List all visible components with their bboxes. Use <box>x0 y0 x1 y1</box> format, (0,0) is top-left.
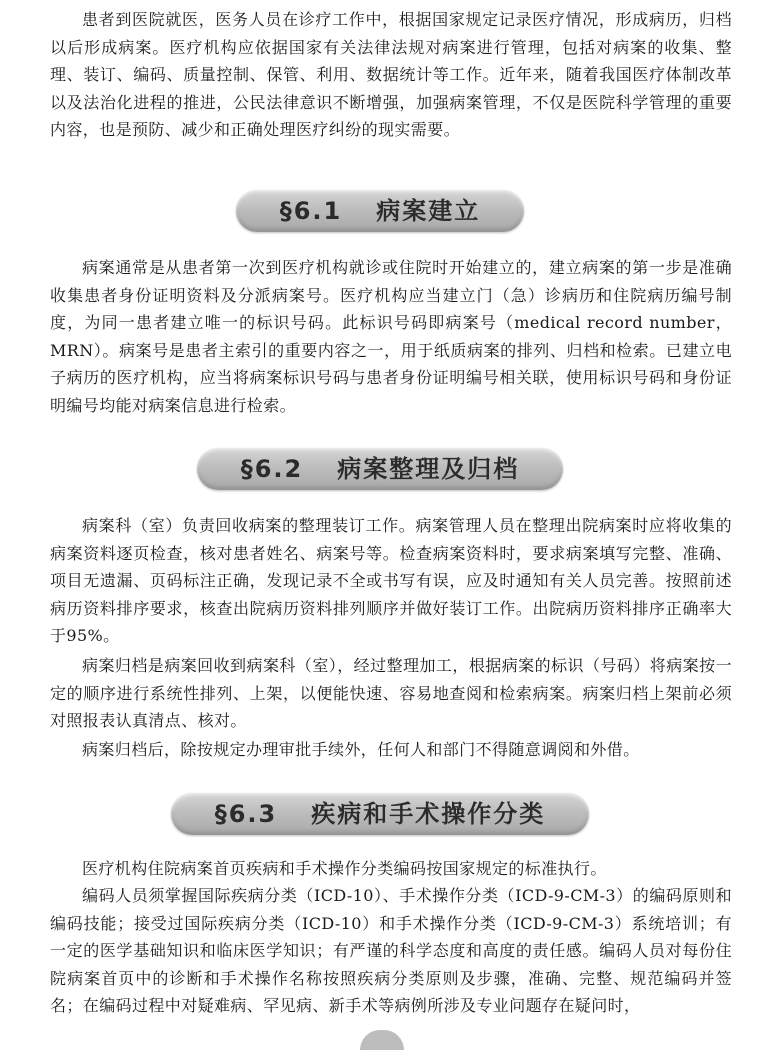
section-heading <box>236 190 525 232</box>
section-6-1-heading-wrap <box>0 190 760 232</box>
section-6-2-heading-wrap <box>0 448 760 490</box>
section-title: 疾病和手术操作分类 <box>311 800 546 828</box>
section-title: 病案建立 <box>376 197 481 225</box>
section-number: §6.2 <box>240 455 304 483</box>
section-heading <box>197 448 564 490</box>
section-number: §6.3 <box>214 800 278 828</box>
section-6-2-paragraph-2: 病案归档是病案回收到病案科（室），经过整理加工，根据病案的标识（号码）将病案按一定的顺序进行系统性排列、上架，以便能快速、容易地查阅和检索病案。病案归档上架前必须对照报表认真清点、核对。 <box>50 656 732 730</box>
section-heading <box>171 793 590 835</box>
intro-paragraph: 患者到医院就医，医务人员在诊疗工作中，根据国家规定记录医疗情况，形成病历，归档以后形成病案。医疗机构应依据国家有关法律法规对病案进行管理，包括对病案的收集、整理、装订、编码、质量控制、保管、利用、数据统计等工作。近年来，随着我国医疗体制改革以及法治化进程的推进，公民法律意识不断增强，加强病案管理，不仅是医院科学管理的重要内容，也是预防、减少和正确处理医疗纠纷的现实需要。 <box>50 10 732 139</box>
section-6-3-heading-wrap <box>0 793 760 835</box>
section-6-1-paragraph-1: 病案通常是从患者第一次到医疗机构就诊或住院时开始建立的，建立病案的第一步是准确收集患者身份证明资料及分派病案号。医疗机构应当建立门（急）诊病历和住院病历编号制度，为同一患者建立唯一的标识号码。此标识号码即病案号（medical record number，MRN）。病案号是患者主索引的重要内容之一，用于纸质病案的排列、归档和检索。已建立电子病历的医疗机构，应当将病案标识号码与患者身份证明编号相关联，使用标识号码和身份证明编号均能对病案信息进行检索。 <box>50 258 732 415</box>
section-title: 病案整理及归档 <box>337 455 520 483</box>
section-6-2-paragraph-1: 病案科（室）负责回收病案的整理装订工作。病案管理人员在整理出院病案时应将收集的病案资料逐页检查，核对患者姓名、病案号等。检查病案资料时，要求病案填写完整、准确、项目无遗漏、页码标注正确，发现记录不全或书写有误，应及时通知有关人员完善。按照前述病历资料排序要求，核查出院病历资料排列顺序并做好装订工作。出院病历资料排序正确率大于95%。 <box>50 516 732 645</box>
section-6-3-paragraph-1: 医疗机构住院病案首页疾病和手术操作分类编码按国家规定的标准执行。 <box>82 859 607 878</box>
page-number-tab <box>360 1030 404 1050</box>
section-6-3-paragraph-2: 编码人员须掌握国际疾病分类（ICD-10）、手术操作分类（ICD-9-CM-3）的编码原则和编码技能；接受过国际疾病分类（ICD-10）和手术操作分类（ICD-9-CM-3）系统培训；有一定的医学基础知识和临床医学知识；有严谨的科学态度和高度的责任感。编码人员对每份住院病案首页中的诊断和手术操作名称按照疾病分类原则及步骤，准确、完整、规范编码并签名；在编码过程中对疑难病、罕见病、新手术等病例所涉及专业问题存在疑问时， <box>50 886 732 1015</box>
section-number: §6.1 <box>279 197 343 225</box>
section-6-2-paragraph-3: 病案归档后，除按规定办理审批手续外，任何人和部门不得随意调阅和外借。 <box>82 740 640 759</box>
